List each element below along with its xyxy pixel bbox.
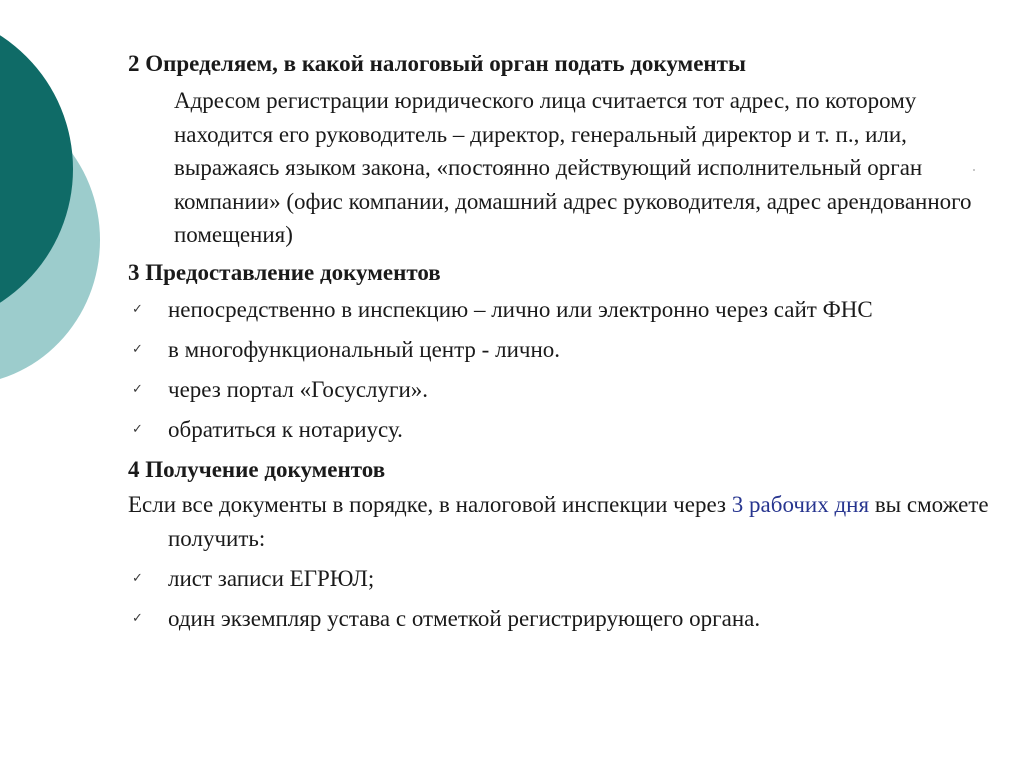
- check-mark-icon: ✓: [132, 421, 143, 437]
- section-4-heading: 4 Получение документов: [128, 456, 386, 482]
- section-4-list: [128, 562, 998, 635]
- highlighted-deadline: 3 рабочих дня: [731, 491, 870, 517]
- list-item: [128, 562, 998, 595]
- section-4-intro-tail: вы сможете получить:: [168, 491, 989, 551]
- list-item: [128, 333, 998, 366]
- list-item-text: один экземпляр устава с отметкой регистрирующего органа.: [168, 605, 761, 631]
- section-4-intro-text: Если все документы в порядке, в налоговой инспекции через: [128, 491, 732, 517]
- section-2-paragraph-text: Адресом регистрации юридического лица считается тот адрес, по которому находится его руководитель – директор, генеральный директор и т. п., или, выражаясь языком закона, «постоянно действующий исполнительный орган компании» (офис компании, домашний адрес руководителя, адрес арендованного помещения): [174, 88, 972, 247]
- list-item-text: лист записи ЕГРЮЛ;: [168, 565, 375, 591]
- section-3-heading: 3 Предоставление документов: [128, 259, 441, 285]
- list-item: [128, 293, 998, 326]
- list-item-text: в многофункциональный центр - лично.: [168, 336, 560, 362]
- check-mark-icon: ✓: [132, 610, 143, 626]
- check-mark-icon: ✓: [132, 341, 143, 357]
- section-4-intro: [128, 488, 998, 556]
- section-2-paragraph: [128, 84, 998, 252]
- list-item: [128, 602, 998, 635]
- list-item: [128, 373, 998, 406]
- section-2-heading: 2 Определяем, в какой налоговый орган подать документы: [128, 51, 746, 76]
- check-mark-icon: ✓: [132, 570, 143, 586]
- section-3-list: [128, 293, 998, 446]
- check-mark-icon: ✓: [132, 301, 143, 317]
- list-item-text: непосредственно в инспекцию – лично или электронно через сайт ФНС: [168, 296, 873, 322]
- check-mark-icon: ✓: [132, 381, 143, 397]
- list-item-text: обратиться к нотариусу.: [168, 416, 403, 442]
- list-item-text: через портал «Госуслуги».: [168, 376, 429, 402]
- slide-content: [128, 47, 998, 642]
- list-item: [128, 413, 998, 446]
